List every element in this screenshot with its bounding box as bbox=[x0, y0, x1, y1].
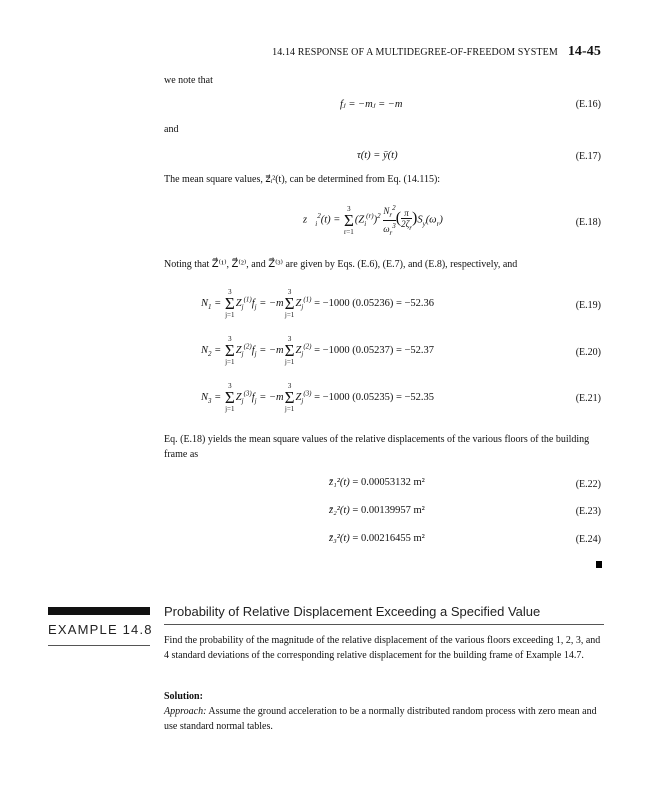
e21-result: = −1000 (0.05235) = −52.35 bbox=[314, 391, 435, 403]
approach-text: Assume the ground acceleration to be a normally distributed random process with zero mean and use standard normal tables. bbox=[164, 706, 597, 732]
text-and: and bbox=[164, 124, 179, 135]
equation-e18: $z⃗_i^2(t)$ = 3 Σ r=1 $(Z_i^{(r)})^2$ $\frac{N_r^2}{\omega_r^3}$ ( $\frac{\pi}{2\zeta_r}$ )$S_y(\omega_r)$ bbox=[303, 204, 443, 237]
equation-e24: z̄₃²(t) = 0.00216455 m² bbox=[329, 533, 425, 544]
eqno-e20: (E.20) bbox=[575, 347, 601, 358]
end-of-proof-square bbox=[596, 561, 602, 568]
example-label-rule bbox=[48, 645, 150, 646]
equation-e21: $N_3$ = 3 Σ j=1 $Z_j^{(3)}f_j = -m$ 3 Σ j=1 $Z_j^{(3)} = -1000$ (0.05235) = −52.35 bbox=[201, 382, 435, 413]
solution-block bbox=[164, 689, 604, 734]
eqno-e19: (E.19) bbox=[575, 300, 601, 311]
text-eq-yields: Eq. (E.18) yields the mean square values of the relative displacements of the various floors of the building frame as bbox=[164, 434, 590, 460]
text-mean-square: The mean square values, z⃗ᵢ²(t), can be determined from Eq. (14.115): bbox=[164, 174, 441, 185]
example-label: EXAMPLE 14.8 bbox=[48, 622, 153, 637]
example-title-rule bbox=[164, 624, 604, 625]
text-noting: Noting that Z⃗⁽¹⁾, Z⃗⁽²⁾, and Z⃗⁽³⁾ are given by Eqs. (E.6), (E.7), and (E.8), respectively, and bbox=[164, 259, 518, 270]
eqno-e21: (E.21) bbox=[575, 393, 601, 404]
page-number: 14-45 bbox=[567, 44, 601, 59]
example-bar bbox=[48, 607, 150, 615]
equation-e16: fⱼ = −mⱼ = −m bbox=[340, 99, 403, 110]
text-we-note: we note that bbox=[164, 75, 213, 86]
eqno-e24: (E.24) bbox=[575, 534, 601, 545]
eqno-e18: (E.18) bbox=[575, 217, 601, 228]
example-title: Probability of Relative Displacement Exceeding a Specified Value bbox=[164, 604, 541, 619]
eqno-e23: (E.23) bbox=[575, 506, 601, 517]
summation-symbol: 3 Σ r=1 bbox=[343, 204, 354, 236]
equation-e23: z̄₂²(t) = 0.00139957 m² bbox=[329, 505, 425, 516]
e20-result: = −1000 (0.05237) = −52.37 bbox=[314, 344, 435, 356]
equation-e19: $N_1$ = 3 Σ j=1 $Z_j^{(1)}f_j = -m$ 3 Σ j=1 $Z_j^{(1)} = -1000$ (0.05236) = −52.36 bbox=[201, 288, 435, 319]
eqno-e22: (E.22) bbox=[575, 479, 601, 490]
solution-label: Solution: bbox=[164, 691, 203, 702]
equation-e17: τ(t) = ÿ(t) bbox=[357, 150, 398, 161]
eqno-e17: (E.17) bbox=[575, 151, 601, 162]
section-title: 14.14 RESPONSE OF A MULTIDEGREE-OF-FREEDOM SYSTEM bbox=[272, 47, 558, 58]
example-body: Find the probability of the magnitude of the relative displacement of the various floors exceeding 1, 2, 3, and 4 standard deviations of the corresponding relative displacement for the building frame of Example 14.7. bbox=[164, 635, 601, 661]
approach-label: Approach: bbox=[164, 706, 207, 717]
eqno-e16: (E.16) bbox=[575, 99, 601, 110]
e19-result: = −1000 (0.05236) = −52.36 bbox=[314, 297, 435, 309]
equation-e22: z̄₁²(t) = 0.00053132 m² bbox=[329, 477, 425, 488]
running-header bbox=[272, 44, 601, 60]
equation-e20: $N_2$ = 3 Σ j=1 $Z_j^{(2)}f_j = -m$ 3 Σ j=1 $Z_j^{(2)} = -1000$ (0.05237) = −52.37 bbox=[201, 335, 435, 366]
